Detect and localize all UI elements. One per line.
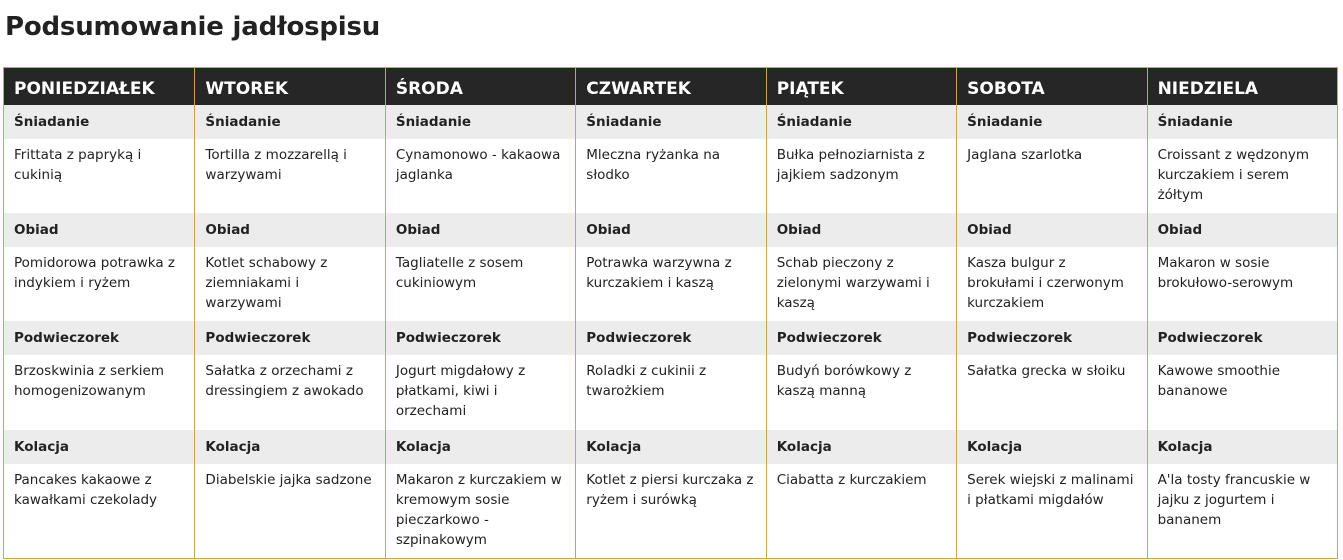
meal-label-lunch: Obiad [576, 213, 765, 247]
meal-dish-breakfast: Tortilla z mozzarellą i warzywami [205, 147, 347, 183]
meal-label-breakfast: Śniadanie [4, 105, 194, 139]
meal-label-breakfast: Śniadanie [386, 105, 575, 139]
day-header: SOBOTA [957, 67, 1146, 105]
day-header: NIEDZIELA [1148, 67, 1337, 105]
day-header: ŚRODA [386, 67, 575, 105]
day-header: WTOREK [195, 67, 384, 105]
meal-dish-snack: Budyń borówkowy z kaszą manną [776, 363, 912, 399]
meal-label-snack: Podwieczorek [957, 321, 1146, 355]
meal-dish-breakfast: Cynamonowo - kakaowa jaglanka [395, 147, 561, 183]
meal-label-lunch: Obiad [386, 213, 575, 247]
meal-dish-snack: Kawowe smoothie bananowe [1157, 363, 1280, 399]
meal-label-breakfast: Śniadanie [767, 105, 956, 139]
day-column-friday [766, 67, 956, 558]
meal-dish-lunch: Pomidorowa potrawka z indykiem i ryżem [14, 255, 175, 291]
meal-dish-lunch: Potrawka warzywna z kurczakiem i kaszą [586, 255, 732, 291]
meal-dish-dinner: Ciabatta z kurczakiem [776, 472, 927, 488]
meal-dish-lunch: Makaron w sosie brokułowo-serowym [1157, 255, 1294, 291]
meal-label-breakfast: Śniadanie [1148, 105, 1337, 139]
meal-label-snack: Podwieczorek [386, 321, 575, 355]
day-column-tuesday [194, 67, 384, 558]
meal-label-snack: Podwieczorek [4, 321, 194, 355]
meal-label-lunch: Obiad [195, 213, 384, 247]
meal-dish-lunch: Kotlet schabowy z ziemniakami i warzywami [205, 255, 328, 311]
day-column-wednesday [385, 67, 575, 558]
meal-dish-breakfast: Mleczna ryżanka na słodko [586, 147, 721, 183]
meal-plan-table [3, 67, 1338, 559]
day-header: PIĄTEK [767, 67, 956, 105]
meal-dish-breakfast: Croissant z wędzonym kurczakiem i serem żółtym [1157, 147, 1310, 203]
meal-dish-dinner: Pancakes kakaowe z kawałkami czekolady [14, 472, 158, 508]
meal-label-snack: Podwieczorek [195, 321, 384, 355]
meal-label-dinner: Kolacja [386, 430, 575, 464]
meal-label-lunch: Obiad [1148, 213, 1337, 247]
meal-dish-breakfast: Bułka pełnoziarnista z jajkiem sadzonym [776, 147, 925, 183]
meal-dish-lunch: Tagliatelle z sosem cukiniowym [395, 255, 524, 291]
meal-dish-snack: Sałatka z orzechami z dressingiem z awokado [205, 363, 364, 399]
meal-dish-snack: Jogurt migdałowy z płatkami, kiwi i orzechami [395, 363, 526, 419]
meal-label-lunch: Obiad [4, 213, 194, 247]
meal-dish-dinner: Makaron z kurczakiem w kremowym sosie pieczarkowo - szpinakowym [395, 472, 562, 548]
meal-dish-breakfast: Jaglana szarlotka [967, 147, 1083, 163]
meal-label-breakfast: Śniadanie [957, 105, 1146, 139]
day-column-saturday [956, 67, 1146, 558]
meal-dish-breakfast: Frittata z papryką i cukinią [14, 147, 142, 183]
meal-label-dinner: Kolacja [576, 430, 765, 464]
meal-dish-lunch: Kasza bulgur z brokułami i czerwonym kurczakiem [967, 255, 1124, 311]
meal-label-lunch: Obiad [957, 213, 1146, 247]
meal-label-snack: Podwieczorek [1148, 321, 1337, 355]
day-header: CZWARTEK [576, 67, 765, 105]
day-header: PONIEDZIAŁEK [4, 67, 194, 105]
meal-dish-snack: Roladki z cukinii z twarożkiem [586, 363, 707, 399]
meal-dish-dinner: Serek wiejski z malinami i płatkami migdałów [967, 472, 1134, 508]
meal-label-dinner: Kolacja [957, 430, 1146, 464]
day-column-thursday [575, 67, 765, 558]
meal-dish-dinner: A'la tosty francuskie w jajku z jogurtem i bananem [1157, 472, 1311, 528]
meal-label-lunch: Obiad [767, 213, 956, 247]
day-column-sunday [1147, 67, 1337, 558]
meal-dish-lunch: Schab pieczony z zielonymi warzywami i kaszą [776, 255, 930, 311]
meal-label-breakfast: Śniadanie [195, 105, 384, 139]
meal-dish-dinner: Kotlet z piersi kurczaka z ryżem i surówką [586, 472, 754, 508]
meal-label-snack: Podwieczorek [767, 321, 956, 355]
meal-dish-snack: Sałatka grecka w słoiku [967, 363, 1126, 379]
meal-label-breakfast: Śniadanie [576, 105, 765, 139]
meal-label-dinner: Kolacja [4, 430, 194, 464]
meal-label-snack: Podwieczorek [576, 321, 765, 355]
meal-dish-dinner: Diabelskie jajka sadzone [205, 472, 372, 488]
meal-label-dinner: Kolacja [1148, 430, 1337, 464]
day-column-monday [4, 67, 194, 558]
meal-label-dinner: Kolacja [767, 430, 956, 464]
meal-label-dinner: Kolacja [195, 430, 384, 464]
page-title: Podsumowanie jadłospisu [5, 12, 381, 42]
meal-dish-snack: Brzoskwinia z serkiem homogenizowanym [14, 363, 164, 399]
